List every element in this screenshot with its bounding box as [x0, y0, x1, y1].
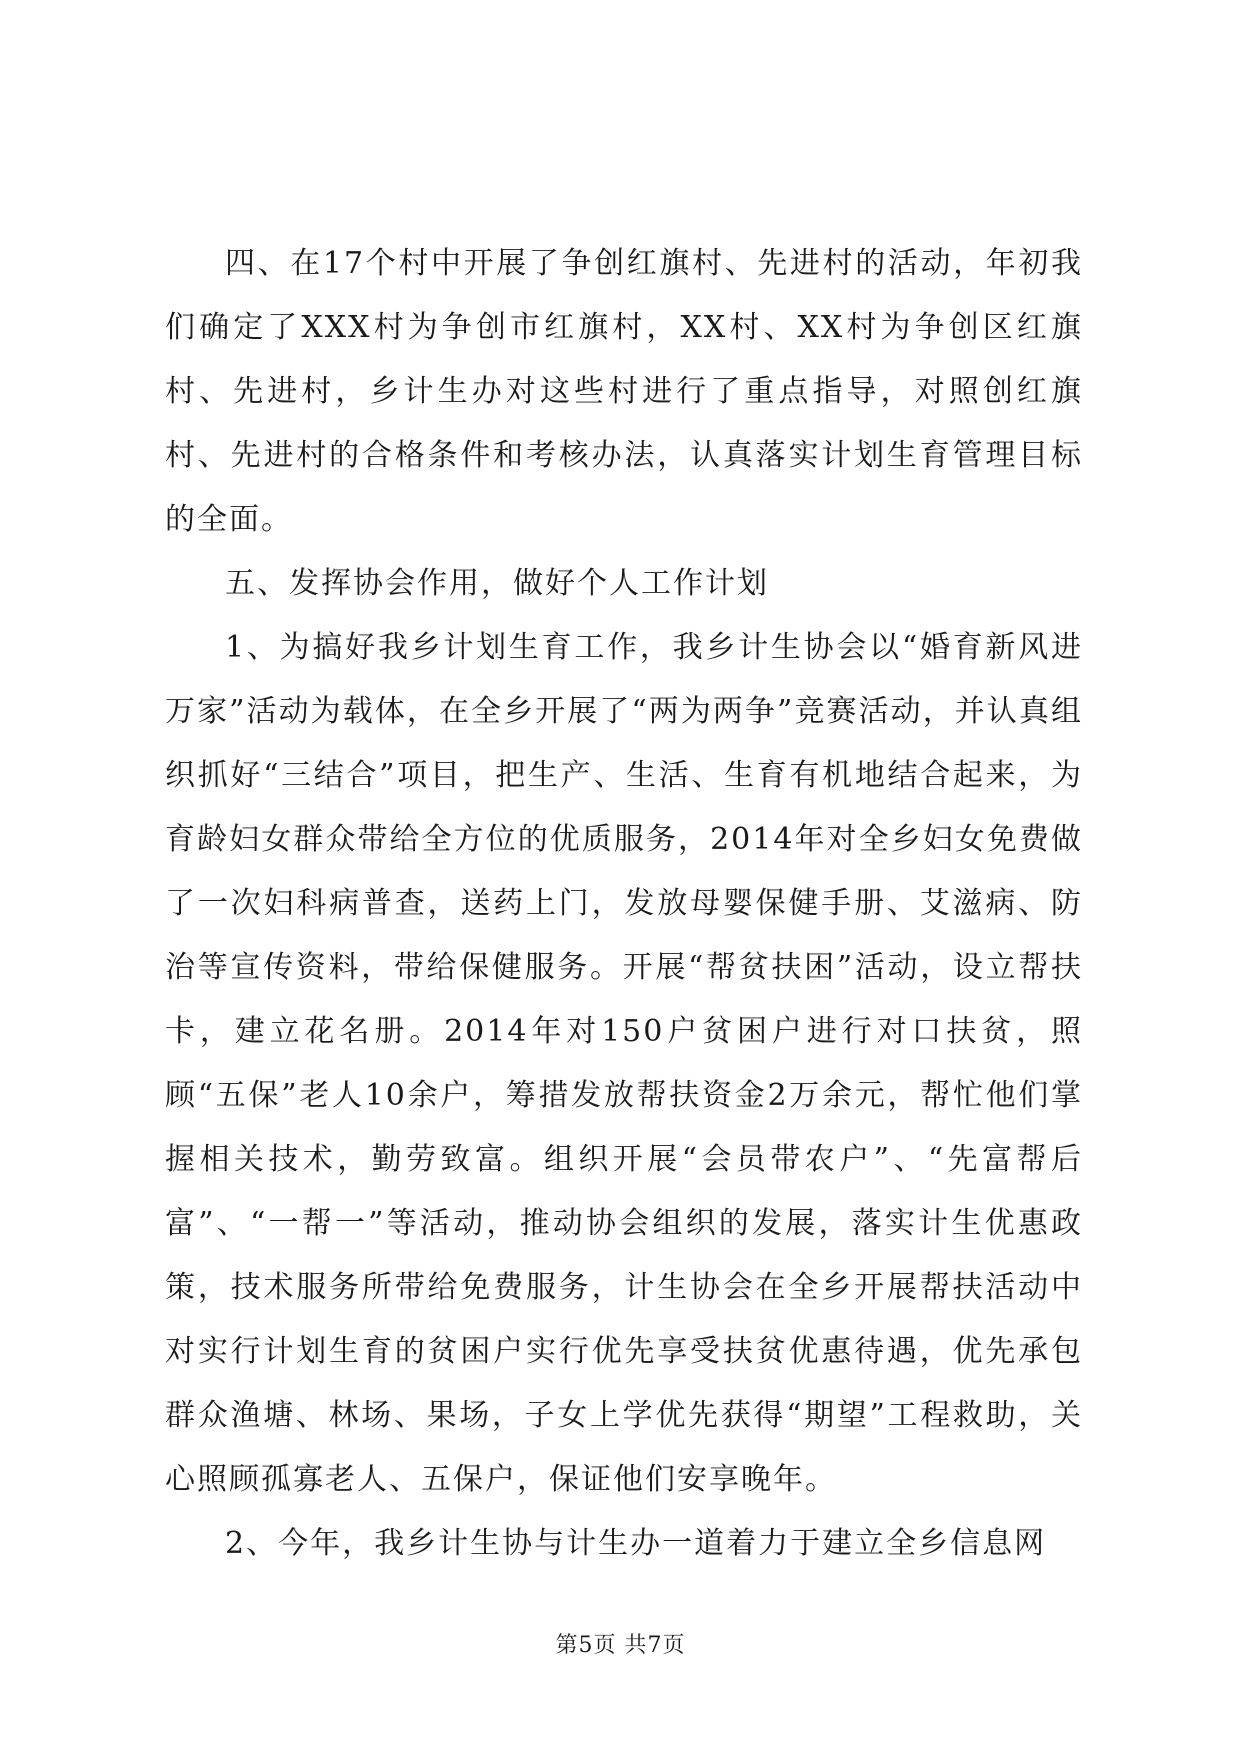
section-heading-association: 五、发挥协会作用，做好个人工作计划 [225, 566, 769, 601]
paragraph-item-1: 1、为搞好我乡计划生育工作，我乡计生协会以“婚育新风进万家”活动为载体，在全乡开展了“两为两争”竞赛活动，并认真组织抓好“三结合”项目，把生产、生活、生育有机地结合起来，为育龄妇女群众带给全方位的优质服务，2014年对全乡妇女免费做了一次妇科病普查，送药上门，发放母婴保健手册、艾滋病、防治等宣传资料，带给保健服务。开展“帮贫扶困”活动，设立帮扶卡，建立花名册。2014年对150户贫困户进行对口扶贫，照顾“五保”老人10余户，筹措发放帮扶资金2万余元，帮忙他们掌握相关技术，勤劳致富。组织开展“会员带农户”、“先富帮后富”、“一帮一”等活动，推动协会组织的发展，落实计生优惠政策，技术服务所带给免费服务，计生协会在全乡开展帮扶活动中对实行计划生育的贫困户实行优先享受扶贫优惠待遇，优先承包群众渔塘、林场、果场，子女上学优先获得“期望”工程救助，关心照顾孤寡老人、五保户，保证他们安享晚年。 [165, 630, 1083, 1497]
paragraph-item-2: 2、今年，我乡计生协与计生办一道着力于建立全乡信息网 [225, 1526, 1047, 1561]
document-body [165, 232, 1083, 1576]
page-number-footer: 第5页 共7页 [555, 1633, 686, 1658]
paragraph-village-campaign: 四、在17个村中开展了争创红旗村、先进村的活动，年初我们确定了XXX村为争创市红旗村，XX村、XX村为争创区红旗村、先进村，乡计生办对这些村进行了重点指导，对照创红旗村、先进村的合格条件和考核办法，认真落实计划生育管理目标的全面。 [165, 246, 1083, 537]
